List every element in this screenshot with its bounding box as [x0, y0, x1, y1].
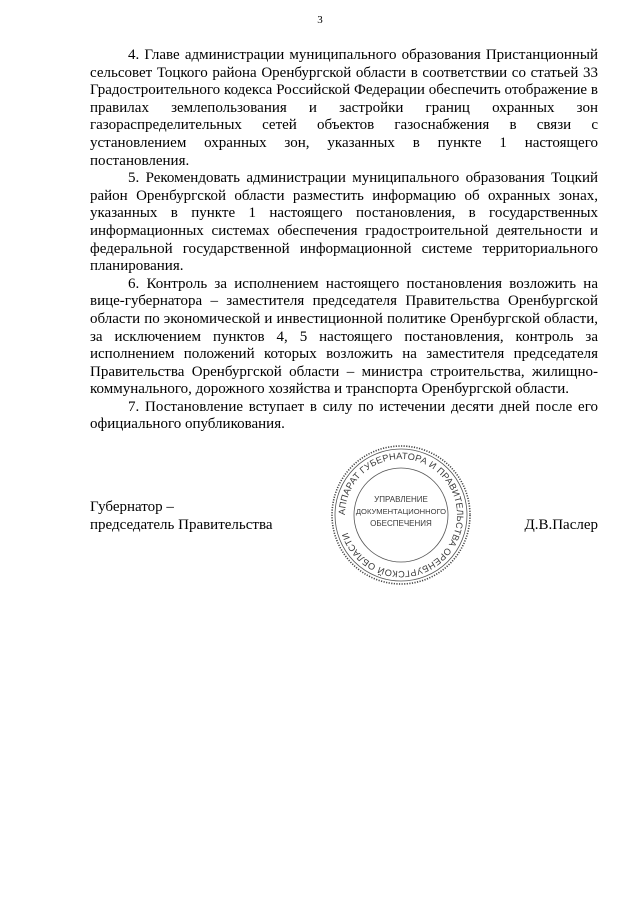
paragraph-7: 7. Постановление вступает в силу по истечении десяти дней после его официального опубликования. — [90, 398, 598, 433]
paragraph-4: 4. Главе администрации муниципального образования Пристанционный сельсовет Тоцкого района Оренбургской области в соответствии со статьей 33 Градостроительного кодекса Российской Федерации обеспечить отображение в правилах землепользования и застройки границ охранных зон газораспределительных сетей объектов газоснабжения в связи с установлением охранных зон, указанных в пункте 1 настоящего постановления. — [90, 47, 598, 169]
paragraph-5: 5. Рекомендовать администрации муниципального образования Тоцкий район Оренбургской области разместить информацию об охранных зонах, указанных в пункте 1 настоящего постановления, в государственных информационных системах обеспечения градостроительной деятельности и федеральной государственной информационной системе территориального планирования. — [90, 170, 598, 275]
seal-center-line2: ДОКУМЕНТАЦИОННОГО — [355, 507, 447, 516]
seal-center-line1: УПРАВЛЕНИЕ — [374, 495, 428, 504]
signer-title-line2: председатель Правительства — [90, 517, 273, 533]
seal-center-line3: ОБЕСПЕЧЕНИЯ — [370, 519, 432, 528]
signer-name: Д.В.Паслер — [524, 517, 598, 533]
paragraph-6: 6. Контроль за исполнением настоящего постановления возложить на вице-губернатора – заместителя председателя Правительства Оренбургской области по экономической и инвестиционной политике Оренбургской области, за исключением пунктов 4, 5 настоящего постановления, контроль за исполнением положений которых возложить на заместителя председателя Правительства Оренбургской области – министра строительства, жилищно-коммунального, дорожного хозяйства и транспорта Оренбургской области. — [90, 275, 598, 398]
seal-graphic — [330, 444, 472, 586]
document-body — [90, 47, 598, 434]
official-seal — [330, 444, 472, 586]
seal-ring-text: АППАРАТ ГУБЕРНАТОРА И ПРАВИТЕЛЬСТВА ОРЕНБУРГСКОЙ ОБЛАСТИ — [336, 450, 466, 580]
signer-title-line1: Губернатор – — [90, 499, 174, 515]
signer-title — [90, 498, 273, 534]
page-number: 3 — [317, 14, 323, 26]
